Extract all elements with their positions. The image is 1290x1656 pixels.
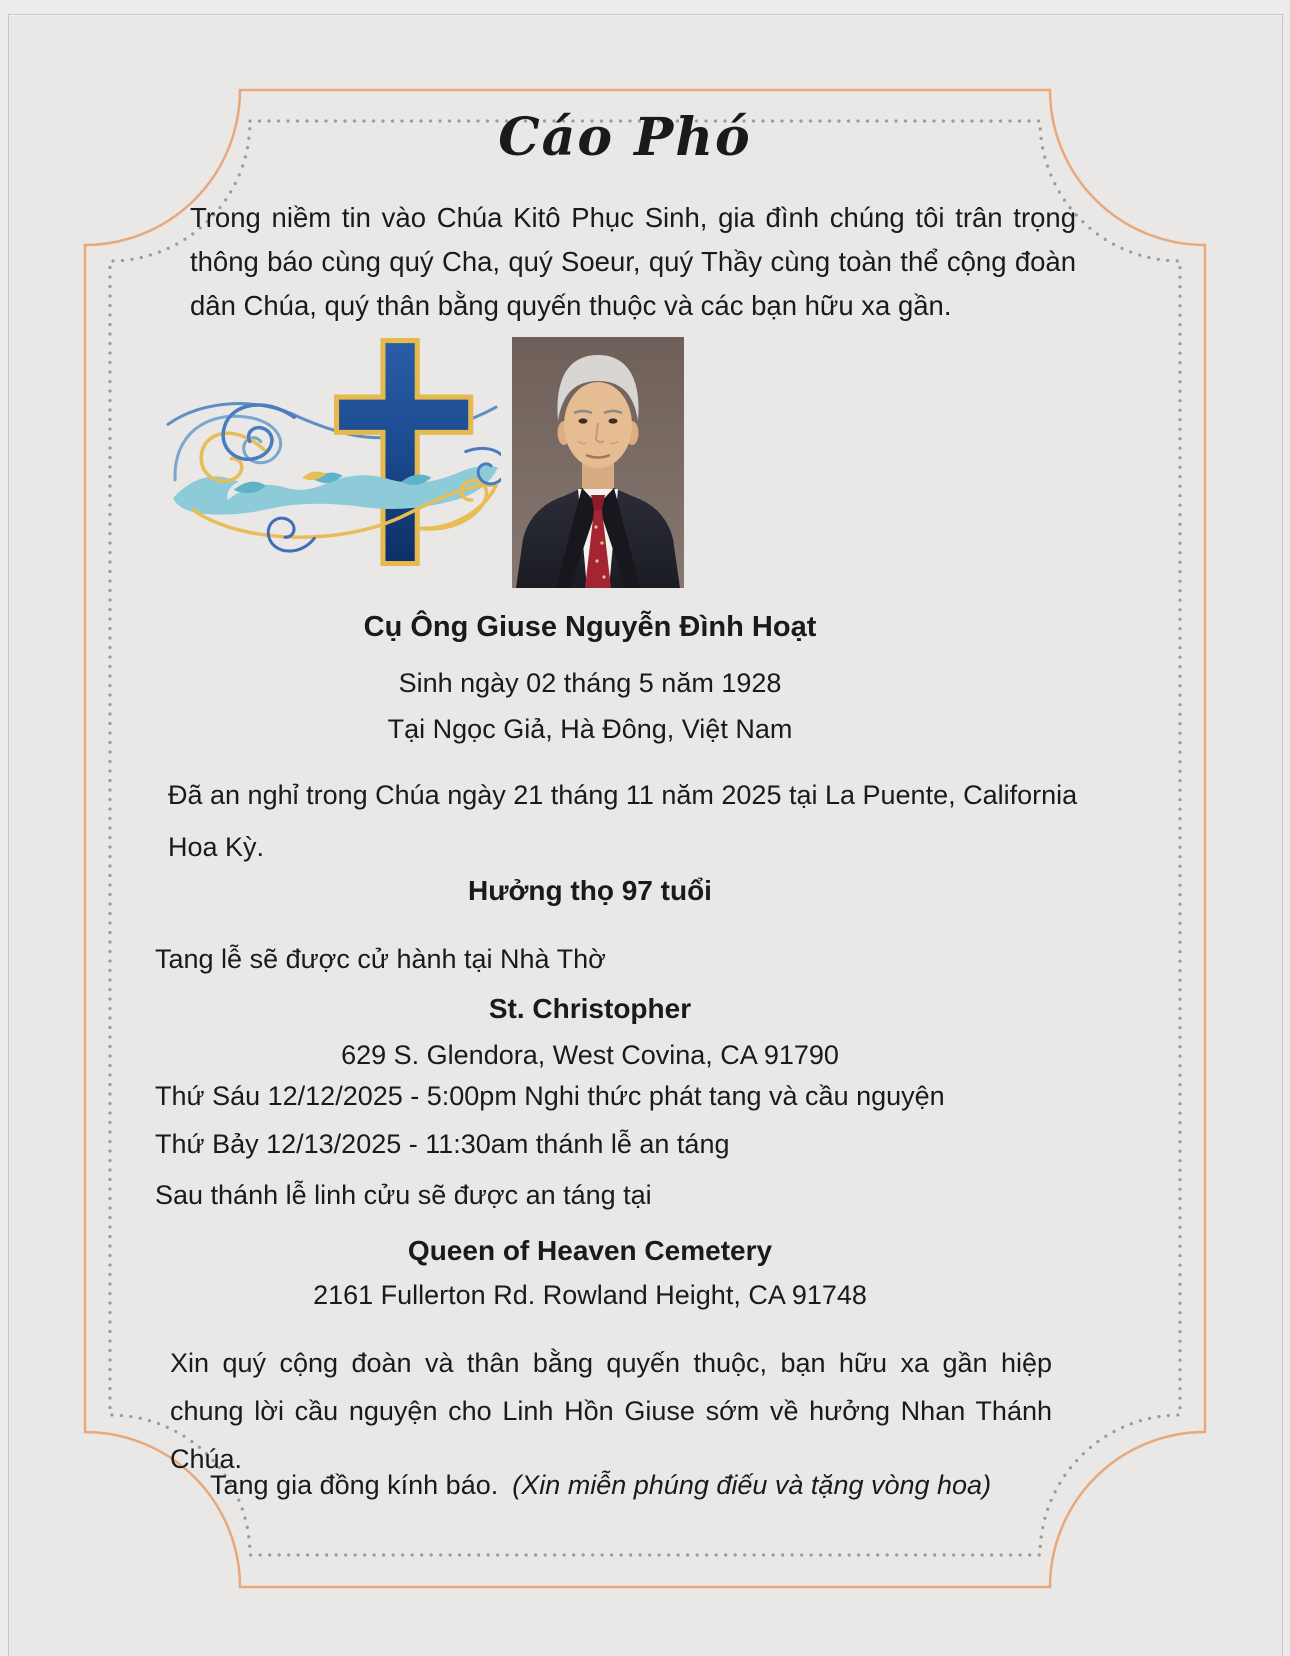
signoff-line bbox=[210, 1465, 991, 1505]
cemetery-address: 2161 Fullerton Rd. Rowland Height, CA 91748 bbox=[313, 1280, 867, 1310]
signoff-note: (Xin miễn phúng điếu và tặng vòng hoa) bbox=[512, 1470, 992, 1500]
birthplace-line: Tại Ngọc Giả, Hà Đông, Việt Nam bbox=[387, 714, 793, 744]
schedule-saturday: Thứ Bảy 12/13/2025 - 11:30am thánh lễ an táng bbox=[155, 1129, 730, 1159]
funeral-intro-line: Tang lễ sẽ được cử hành tại Nhà Thờ bbox=[155, 944, 606, 974]
closing-paragraph: Xin quý cộng đoàn và thân bằng quyến thuộc, bạn hữu xa gần hiệp chung lời cầu nguyện cho Linh Hồn Giuse sớm về hưởng Nhan Thánh Chúa. bbox=[170, 1348, 1052, 1474]
church-address: 629 S. Glendora, West Covina, CA 91790 bbox=[341, 1040, 839, 1070]
deceased-name: Cụ Ông Giuse Nguyễn Đình Hoạt bbox=[363, 611, 817, 643]
signoff-text: Tang gia đồng kính báo. bbox=[210, 1470, 499, 1500]
church-name: St. Christopher bbox=[488, 993, 692, 1024]
intro-paragraph: Trong niềm tin vào Chúa Kitô Phục Sinh, gia đình chúng tôi trân trọng thông báo cùng quý Cha, quý Soeur, quý Thầy cùng toàn thể cộng đoàn dân Chúa, quý thân bằng quyến thuộc và các bạn hữu xa gần. bbox=[190, 202, 1076, 321]
age-line: Hưởng thọ 97 tuổi bbox=[468, 875, 712, 906]
birth-line: Sinh ngày 02 tháng 5 năm 1928 bbox=[398, 668, 782, 698]
portrait-photo bbox=[512, 337, 684, 588]
schedule-friday: Thứ Sáu 12/12/2025 - 5:00pm Nghi thức phát tang và cầu nguyện bbox=[155, 1081, 945, 1111]
burial-intro-line: Sau thánh lễ linh cửu sẽ được an táng tại bbox=[155, 1180, 652, 1210]
cemetery-name: Queen of Heaven Cemetery bbox=[407, 1235, 773, 1266]
cross-flourish-image bbox=[163, 328, 501, 566]
death-paragraph: Đã an nghỉ trong Chúa ngày 21 tháng 11 năm 2025 tại La Puente, California Hoa Kỳ. bbox=[168, 780, 1078, 862]
page-title: Cáo Phó bbox=[498, 107, 752, 168]
